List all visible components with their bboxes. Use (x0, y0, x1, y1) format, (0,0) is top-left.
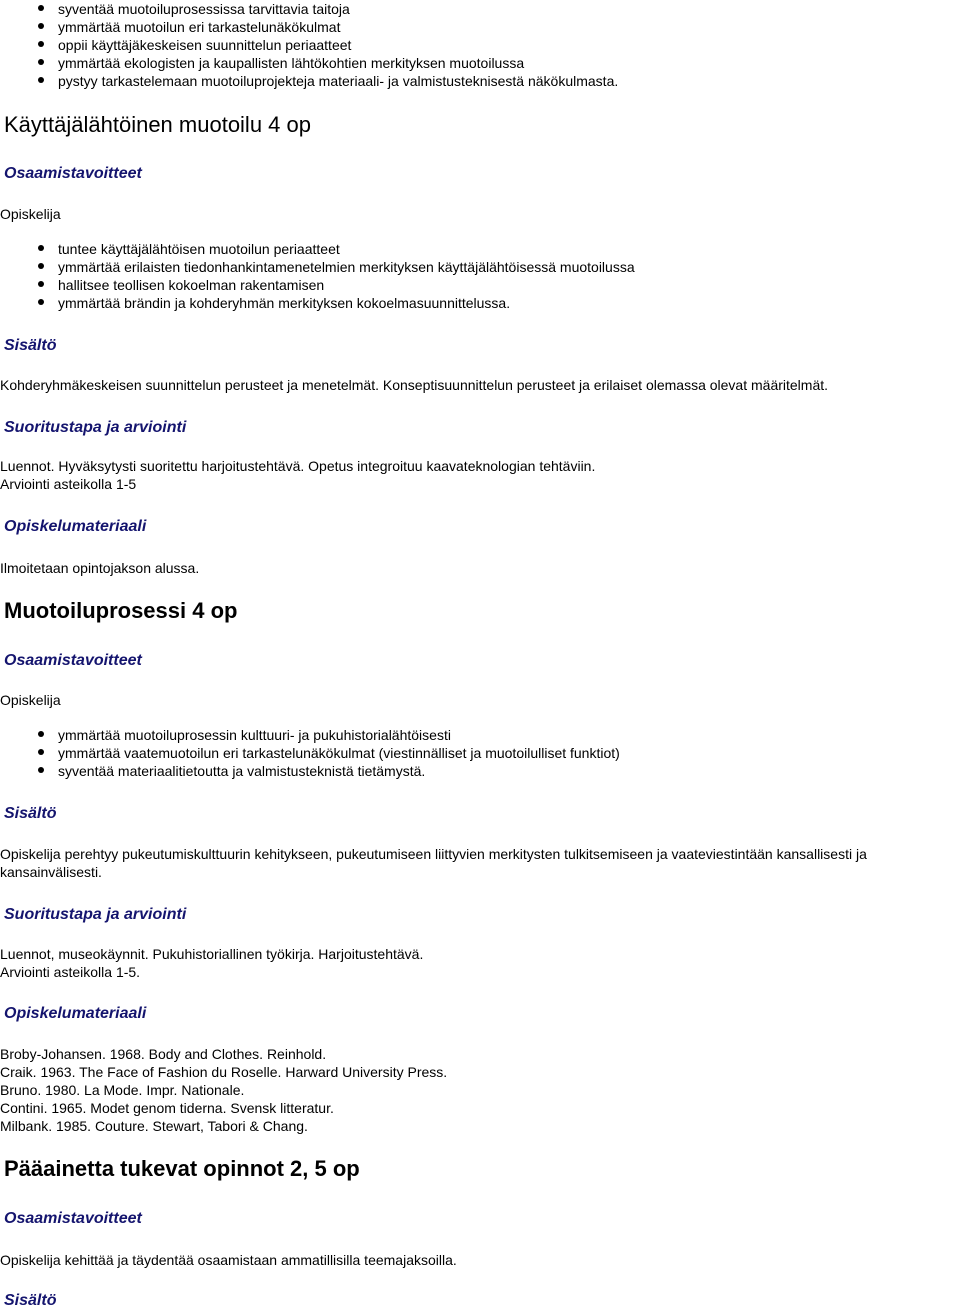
content-heading: Sisältö (4, 337, 57, 354)
content-heading: Sisältö (4, 1292, 57, 1309)
intro-bullet-list (0, 0, 960, 90)
bullet-icon (38, 41, 44, 47)
list-item: ymmärtää vaatemuotoilun eri tarkastelunäkökulmat (viestinnälliset ja muotoilulliset funktiot) (0, 744, 960, 762)
materials-heading: Opiskelumateriaali (4, 518, 147, 535)
reference-item: Milbank. 1985. Couture. Stewart, Tabori & Chang. (0, 1118, 308, 1134)
course-title: Muotoiluprosessi 4 op (4, 598, 238, 623)
assessment-heading: Suoritustapa ja arviointi (4, 906, 187, 923)
list-item: hallitsee teollisen kokoelman rakentamisen (0, 276, 960, 294)
bullet-icon (38, 5, 44, 11)
bullet-icon (38, 263, 44, 269)
bullet-icon (38, 23, 44, 29)
assessment-text: Luennot, museokäynnit. Pukuhistoriallinen työkirja. Harjoitustehtävä. Arviointi asteikolla 1-5. (0, 946, 424, 980)
reference-item: Craik. 1963. The Face of Fashion du Roselle. Harward University Press. (0, 1064, 448, 1080)
student-label: Opiskelija (0, 206, 61, 222)
list-item: ymmärtää ekologisten ja kaupallisten lähtökohtien merkityksen muotoilussa (0, 54, 960, 72)
goals-heading: Osaamistavoitteet (4, 652, 142, 669)
goals-heading: Osaamistavoitteet (4, 165, 142, 182)
materials-list (0, 1045, 960, 1135)
content-heading: Sisältö (4, 805, 57, 822)
list-item: tuntee käyttäjälähtöisen muotoilun periaatteet (0, 240, 960, 258)
reference-item: Bruno. 1980. La Mode. Impr. Nationale. (0, 1082, 245, 1098)
bullet-icon (38, 245, 44, 251)
content-text: Kohderyhmäkeskeisen suunnittelun perusteet ja menetelmät. Konseptisuunnittelun perusteet ja erilaiset olemassa olevat määritelmät. (0, 377, 829, 393)
assessment-text: Luennot. Hyväksytysti suoritettu harjoitustehtävä. Opetus integroituu kaavateknologian tehtäviin. Arviointi asteikolla 1-5 (0, 458, 596, 492)
list-item: ymmärtää erilaisten tiedonhankintamenetelmien merkityksen käyttäjälähtöisessä muotoilussa (0, 258, 960, 276)
bullet-icon (38, 281, 44, 287)
reference-item: Contini. 1965. Modet genom tiderna. Svensk litteratur. (0, 1100, 334, 1116)
goals-heading: Osaamistavoitteet (4, 1210, 142, 1227)
list-item: ymmärtää muotoiluprosessin kulttuuri- ja pukuhistorialähtöisesti (0, 726, 960, 744)
course-title: Pääainetta tukevat opinnot 2, 5 op (4, 1156, 360, 1181)
materials-text: Ilmoitetaan opintojakson alussa. (0, 560, 200, 576)
materials-heading: Opiskelumateriaali (4, 1005, 147, 1022)
student-label: Opiskelija (0, 692, 61, 708)
bullet-icon (38, 731, 44, 737)
list-item: syventää muotoiluprosessissa tarvittavia taitoja (0, 0, 960, 18)
list-item: pystyy tarkastelemaan muotoiluprojekteja materiaali- ja valmistusteknisestä näkökulmasta. (0, 72, 960, 90)
goals-text: Opiskelija kehittää ja täydentää osaamistaan ammatillisilla teemajaksoilla. (0, 1252, 457, 1268)
bullet-icon (38, 59, 44, 65)
list-item: ymmärtää brändin ja kohderyhmän merkityksen kokoelmasuunnittelussa. (0, 294, 960, 312)
list-item: ymmärtää muotoilun eri tarkastelunäkökulmat (0, 18, 960, 36)
content-text: Opiskelija perehtyy pukeutumiskulttuurin kehitykseen, pukeutumiseen liittyvien merkitysten tulkitsemiseen ja vaateviestintään kansallisesti ja kansainvälisesti. (0, 846, 867, 880)
bullet-icon (38, 767, 44, 773)
bullet-icon (38, 299, 44, 305)
list-item: oppii käyttäjäkeskeisen suunnittelun periaatteet (0, 36, 960, 54)
bullet-icon (38, 77, 44, 83)
goals-list (0, 726, 960, 780)
course-title: Käyttäjälähtöinen muotoilu 4 op (4, 112, 311, 137)
reference-item: Broby-Johansen. 1968. Body and Clothes. Reinhold. (0, 1046, 327, 1062)
goals-list (0, 240, 960, 312)
list-item: syventää materiaalitietoutta ja valmistusteknistä tietämystä. (0, 762, 960, 780)
bullet-icon (38, 749, 44, 755)
assessment-heading: Suoritustapa ja arviointi (4, 419, 187, 436)
